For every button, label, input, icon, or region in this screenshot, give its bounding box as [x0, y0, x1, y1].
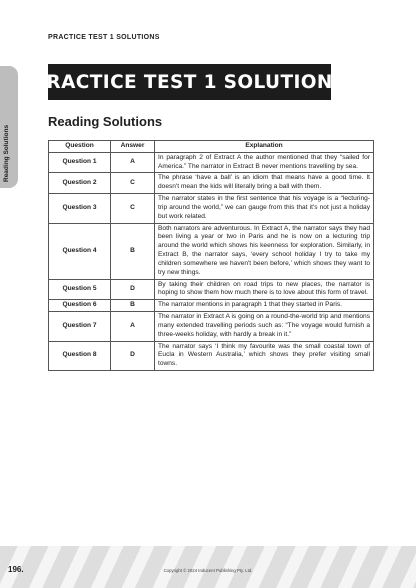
question-cell: Question 2: [49, 173, 111, 194]
table-row: [49, 152, 374, 173]
explanation-cell: The narrator mentions in paragraph 1 that they started in Paris.: [155, 300, 374, 312]
page-number: 196.: [8, 565, 24, 574]
solutions-table: [48, 140, 374, 371]
copyright-notice: Copyright © 2024 Inducent Publishing Pty. Ltd.: [163, 568, 253, 573]
answer-cell: A: [111, 312, 155, 341]
table-row: [49, 300, 374, 312]
question-cell: Question 5: [49, 279, 111, 300]
answer-cell: D: [111, 279, 155, 300]
answer-cell: D: [111, 341, 155, 370]
side-tab-label: Reading Solutions: [3, 124, 10, 182]
question-cell: Question 8: [49, 341, 111, 370]
question-cell: Question 1: [49, 152, 111, 173]
column-header-answer: Answer: [111, 141, 155, 153]
explanation-cell: Both narrators are adventurous. In Extract A, the narrator says they had been living a year or two in Paris and he is now on a lecturing trip around the world which shows his keenness for exploration. Similarly, in Extract B, the narrator says, ‘every school holiday I try to take my children somewhere we haven't been before,’ which shows they want to try new things.: [155, 223, 374, 279]
section-heading: Reading Solutions: [48, 114, 163, 129]
table-row: [49, 279, 374, 300]
answer-cell: B: [111, 300, 155, 312]
answer-cell: B: [111, 223, 155, 279]
answer-cell: C: [111, 173, 155, 194]
answer-cell: A: [111, 152, 155, 173]
table-row: [49, 341, 374, 370]
table-header-row: [49, 141, 374, 153]
explanation-cell: The narrator says ‘I think my favourite was the small coastal town of Eucla in Western Australia,’ which shows they prefer visiting small towns.: [155, 341, 374, 370]
footer-decoration: [0, 546, 416, 588]
question-cell: Question 6: [49, 300, 111, 312]
explanation-cell: The phrase ‘have a ball’ is an idiom that means have a good time. It doesn't mean the kids will literally bring a ball with them.: [155, 173, 374, 194]
question-cell: Question 7: [49, 312, 111, 341]
table-row: [49, 194, 374, 223]
page-title: PRACTICE TEST 1 SOLUTIONS: [48, 64, 331, 100]
answer-cell: C: [111, 194, 155, 223]
column-header-question: Question: [49, 141, 111, 153]
question-cell: Question 3: [49, 194, 111, 223]
table-row: [49, 173, 374, 194]
explanation-cell: The narrator in Extract A is going on a round-the-world trip and mentions many extended travelling periods such as: “The voyage would furnish a three-weeks holiday, with hardly a break in it.”: [155, 312, 374, 341]
column-header-explanation: Explanation: [155, 141, 374, 153]
running-head: PRACTICE TEST 1 SOLUTIONS: [48, 34, 160, 41]
table-row: [49, 223, 374, 279]
explanation-cell: In paragraph 2 of Extract A the author mentioned that they “sailed for America.” The narrator in Extract B never mentions travelling by sea.: [155, 152, 374, 173]
explanation-cell: The narrator states in the first sentence that his voyage is a “lecturing-trip around the world,” we can gauge from this that it's not just a holiday but work related.: [155, 194, 374, 223]
explanation-cell: By taking their children on road trips to new places, the narrator is hoping to show them how much there is to love about this form of travel.: [155, 279, 374, 300]
question-cell: Question 4: [49, 223, 111, 279]
table-row: [49, 312, 374, 341]
